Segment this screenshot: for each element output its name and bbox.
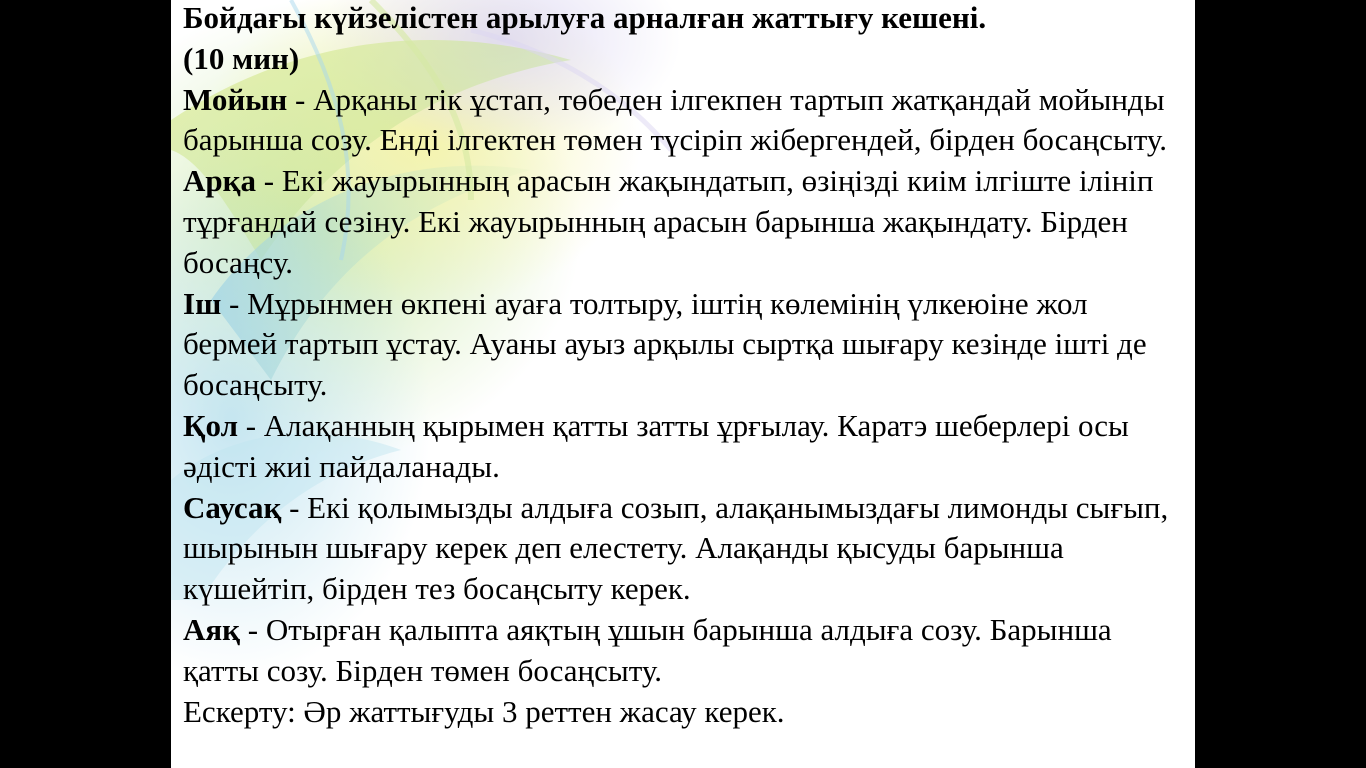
exercise-description: - Алақанның қырымен қатты затты ұрғылау. Каратэ шеберлері осы әдісті жиі пайдаланады. bbox=[183, 407, 1129, 484]
slide-note: Ескерту: Әр жаттығуды 3 реттен жасау керек. bbox=[183, 693, 785, 729]
slide-text-body bbox=[183, 0, 1188, 732]
exercise-item-fingers bbox=[183, 488, 1188, 610]
exercise-item-legs bbox=[183, 610, 1188, 692]
exercise-item-belly bbox=[183, 284, 1188, 406]
exercise-item-neck bbox=[183, 80, 1188, 162]
exercise-item-back bbox=[183, 161, 1188, 283]
slide bbox=[171, 0, 1195, 768]
exercise-description: - Екі жауырынның арасын жақындатып, өзіңізді киім ілгіште ілініп тұрғандай сезіну. Екі жауырынның арасын барынша жақындату. Бірден босаңсу. bbox=[183, 163, 1154, 280]
exercise-description: - Арқаны тік ұстап, төбеден ілгекпен тартып жатқандай мойынды барынша созу. Енді ілгектен төмен түсіріп жібергендей, бірден босаңсыту. bbox=[183, 81, 1168, 158]
exercise-term: Іш bbox=[183, 285, 222, 321]
exercise-term: Қол bbox=[183, 407, 238, 443]
exercise-term: Аяқ bbox=[183, 611, 241, 647]
exercise-term: Арқа bbox=[183, 163, 256, 199]
exercise-item-hand bbox=[183, 406, 1188, 488]
exercise-description: - Мұрынмен өкпені ауаға толтыру, іштің көлемінің үлкеюіне жол бермей тартып ұстау. Ауаны ауыз арқылы сыртқа шығару кезінде іштi де босаңсыту. bbox=[183, 285, 1147, 403]
exercise-term: Саусақ bbox=[183, 489, 282, 525]
exercise-description: - Отырған қалыпта аяқтың ұшын барынша алдыға созу. Барынша қатты созу. Бірден төмен босаңсыту. bbox=[183, 611, 1112, 688]
slide-title-line2: (10 мин) bbox=[183, 40, 300, 76]
exercise-term: Мойын bbox=[183, 81, 288, 117]
slide-title-line1: Бойдағы күйзелістен арылуға арналған жаттығу кешені. bbox=[183, 0, 987, 35]
exercise-description: - Екі қолымызды алдыға созып, алақанымыздағы лимонды сығып, шырынын шығару керек деп елестету. Алақанды қысуды барынша күшейтіп, бірден тез босаңсыту керек. bbox=[183, 489, 1169, 607]
slide-title bbox=[183, 0, 1188, 80]
